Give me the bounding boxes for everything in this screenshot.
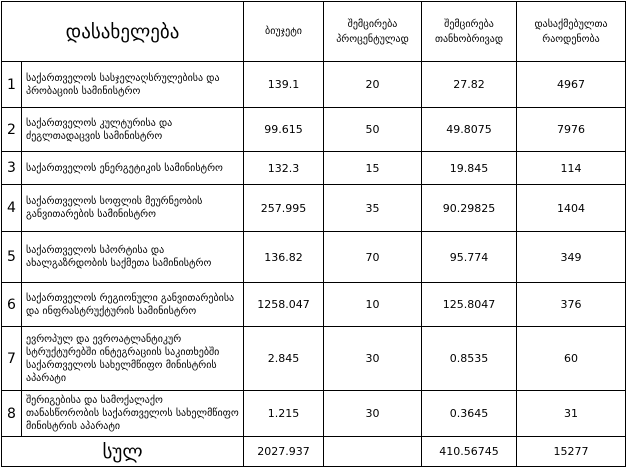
total-row	[2, 437, 626, 467]
row-amount: 90.29825	[422, 185, 517, 232]
table-row	[2, 327, 626, 391]
table-row	[2, 391, 626, 437]
header-cut-percent: შემცირება პროცენტულად	[324, 2, 422, 62]
header-name: დასახელება	[2, 2, 244, 62]
table-row	[2, 152, 626, 185]
row-amount: 49.8075	[422, 108, 517, 152]
total-budget: 2027.937	[244, 437, 324, 467]
row-amount: 19.845	[422, 152, 517, 185]
row-staff: 31	[517, 391, 626, 437]
row-name: საქართველოს სპორტისა და ახალგაზრდობის საქმეთა სამინისტრო	[22, 232, 244, 283]
row-amount: 0.3645	[422, 391, 517, 437]
table-row	[2, 108, 626, 152]
row-amount: 95.774	[422, 232, 517, 283]
table-row	[2, 62, 626, 108]
total-amount: 410.56745	[422, 437, 517, 467]
row-staff: 114	[517, 152, 626, 185]
header-staff-count: დასაქმებულთა რაოდენობა	[517, 2, 626, 62]
row-amount: 27.82	[422, 62, 517, 108]
row-name: შერიგებისა და სამოქალაქო თანასწორობის საქართველოს სახელმწიფო მინისტრის აპარატი	[22, 391, 244, 437]
row-index: 5	[2, 232, 22, 283]
row-index: 4	[2, 185, 22, 232]
table-row	[2, 283, 626, 327]
row-amount: 0.8535	[422, 327, 517, 391]
row-percent: 30	[324, 391, 422, 437]
row-budget: 1258.047	[244, 283, 324, 327]
row-budget: 136.82	[244, 232, 324, 283]
row-staff: 1404	[517, 185, 626, 232]
row-staff: 376	[517, 283, 626, 327]
row-name: ევროპულ და ევროატლანტიკურ სტრუქტურებში ინტეგრაციის საკითხებში საქართველოს სახელმწიფო მინისტრის აპარატი	[22, 327, 244, 391]
row-percent: 70	[324, 232, 422, 283]
total-label: სულ	[2, 437, 244, 467]
row-percent: 10	[324, 283, 422, 327]
row-name: საქართველოს სოფლის მეურნეობის განვითარების სამინისტრო	[22, 185, 244, 232]
row-index: 3	[2, 152, 22, 185]
row-budget: 1.215	[244, 391, 324, 437]
row-name: საქართველოს ენერგეტიკის სამინისტრო	[22, 152, 244, 185]
row-amount: 125.8047	[422, 283, 517, 327]
row-index: 2	[2, 108, 22, 152]
table-row	[2, 185, 626, 232]
row-index: 6	[2, 283, 22, 327]
row-staff: 349	[517, 232, 626, 283]
row-budget: 139.1	[244, 62, 324, 108]
row-staff: 4967	[517, 62, 626, 108]
row-name: საქართველოს რეგიონული განვითარებისა და ინფრასტრუქტურის სამინისტრო	[22, 283, 244, 327]
row-name: საქართველოს სასჯელაღსრულებისა და პრობაციის სამინისტრო	[22, 62, 244, 108]
row-budget: 132.3	[244, 152, 324, 185]
total-percent	[324, 437, 422, 467]
row-budget: 99.615	[244, 108, 324, 152]
row-budget: 257.995	[244, 185, 324, 232]
table-row	[2, 232, 626, 283]
row-budget: 2.845	[244, 327, 324, 391]
row-staff: 60	[517, 327, 626, 391]
row-index: 7	[2, 327, 22, 391]
header-cut-amount: შემცირება თანხობრივად	[422, 2, 517, 62]
row-staff: 7976	[517, 108, 626, 152]
row-percent: 50	[324, 108, 422, 152]
row-percent: 35	[324, 185, 422, 232]
header-budget: ბიუჯეტი	[244, 2, 324, 62]
header-row	[2, 2, 626, 62]
row-index: 1	[2, 62, 22, 108]
row-percent: 30	[324, 327, 422, 391]
row-index: 8	[2, 391, 22, 437]
row-percent: 15	[324, 152, 422, 185]
row-name: საქართველოს კულტურისა და ძეგლთადაცვის სამინისტრო	[22, 108, 244, 152]
budget-cut-table	[1, 1, 626, 467]
total-staff: 15277	[517, 437, 626, 467]
row-percent: 20	[324, 62, 422, 108]
